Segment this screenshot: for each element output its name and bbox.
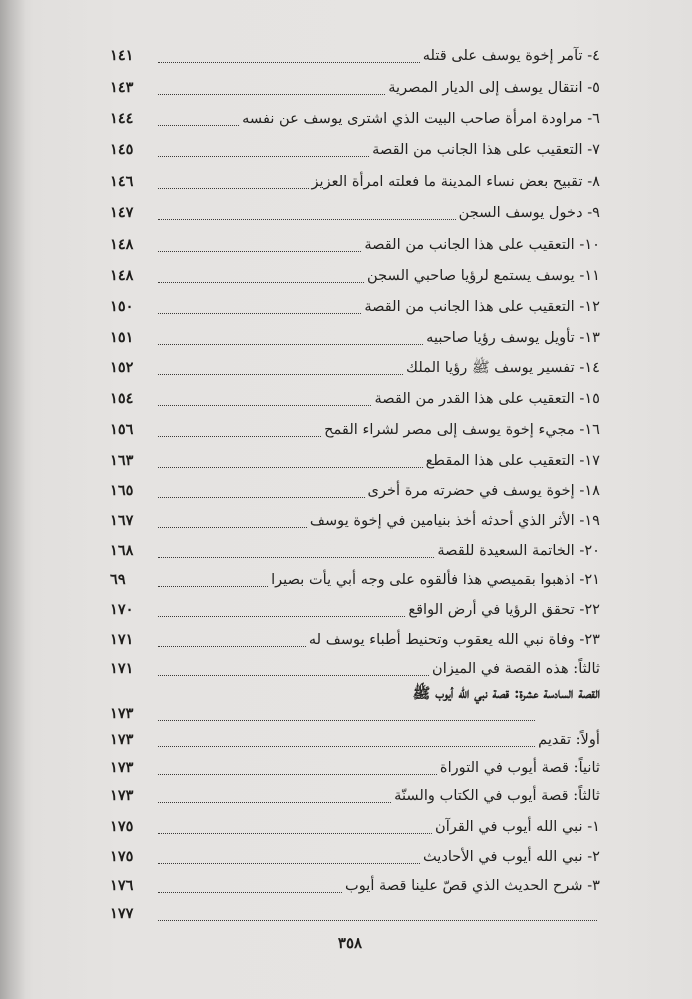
toc-entry bbox=[110, 74, 600, 98]
toc-entry bbox=[110, 262, 600, 286]
entry-title: ٨- تقبيح بعض نساء المدينة ما فعلته امرأة العزيز bbox=[311, 173, 600, 190]
entry-title: ١٤- تفسير يوسف ﷺ رؤيا الملك bbox=[406, 359, 600, 376]
entry-page: ١٥٤ bbox=[110, 390, 134, 407]
dot-leader bbox=[158, 461, 423, 468]
dot-leader bbox=[158, 857, 420, 864]
toc-entry bbox=[110, 168, 600, 192]
dot-leader bbox=[158, 914, 597, 921]
entry-page: ١٤١ bbox=[110, 47, 134, 64]
entry-page: ١٧٥ bbox=[110, 848, 134, 865]
entry-page: ١٦٨ bbox=[110, 542, 134, 559]
dot-leader bbox=[158, 182, 309, 189]
toc-entry bbox=[110, 136, 600, 160]
entry-page: ١٤٥ bbox=[110, 141, 134, 158]
toc-entry bbox=[110, 324, 600, 348]
dot-leader bbox=[158, 640, 306, 647]
entry-title: ٥- انتقال يوسف إلى الديار المصرية bbox=[388, 79, 600, 96]
toc-entry bbox=[110, 726, 600, 750]
toc-entry bbox=[110, 782, 600, 806]
page-number: ٣٥٨ bbox=[337, 934, 363, 952]
entry-title: ٤- تآمر إخوة يوسف على قتله bbox=[422, 47, 600, 64]
dot-leader bbox=[158, 491, 365, 498]
dot-leader bbox=[158, 768, 437, 775]
toc-entry bbox=[110, 293, 600, 317]
entry-page: ١٤٨ bbox=[110, 267, 134, 284]
entry-page: ١٤٦ bbox=[110, 173, 134, 190]
entry-title: ١٣- تأويل يوسف رؤيا صاحبيه bbox=[426, 329, 600, 346]
toc-entry bbox=[110, 416, 600, 440]
entry-page: ١٥٢ bbox=[110, 359, 134, 376]
entry-title: ٢٢- تحقق الرؤيا في أرض الواقع bbox=[408, 601, 600, 618]
entry-page: ١٧٣ bbox=[110, 731, 134, 748]
dot-leader bbox=[158, 610, 405, 617]
toc-entry bbox=[110, 507, 600, 531]
dot-leader bbox=[158, 276, 364, 283]
entry-title: ١- نبي الله أيوب في القرآن bbox=[435, 818, 600, 835]
story-heading: القصة السادسة عشرة: قصة نبي الله أيوب ﷺ bbox=[412, 685, 600, 702]
entry-title: ١٠- التعقيب على هذا الجانب من القصة bbox=[364, 236, 600, 253]
toc-entry bbox=[110, 843, 600, 867]
toc-entry bbox=[110, 900, 600, 924]
entry-title: ١٨- إخوة يوسف في حضرته مرة أخرى bbox=[367, 482, 600, 499]
dot-leader bbox=[158, 88, 385, 95]
entry-title: ١٦- مجيء إخوة يوسف إلى مصر لشراء القمح bbox=[324, 421, 600, 438]
entry-page: ١٤٧ bbox=[110, 204, 134, 221]
entry-title: ١١- يوسف يستمع لرؤيا صاحبي السجن bbox=[367, 267, 600, 284]
entry-title: ٦- مراودة امرأة صاحب البيت الذي اشترى يوسف عن نفسه bbox=[242, 110, 600, 127]
entry-page: ١٧٧ bbox=[110, 905, 134, 922]
entry-page: ١٤٨ bbox=[110, 236, 134, 253]
toc-entry bbox=[110, 231, 600, 255]
entry-page: ١٥٠ bbox=[110, 298, 134, 315]
entry-title: ١٥- التعقيب على هذا القدر من القصة bbox=[374, 390, 600, 407]
entry-title: ٩- دخول يوسف السجن bbox=[458, 204, 600, 221]
entry-title: ثانياً: قصة أيوب في التوراة bbox=[439, 759, 600, 776]
dot-leader bbox=[158, 580, 268, 587]
entry-page: ١٧١ bbox=[110, 660, 134, 677]
toc-entry bbox=[110, 566, 600, 590]
dot-leader bbox=[158, 399, 371, 406]
dot-leader bbox=[158, 714, 535, 721]
entry-page: ١٤٣ bbox=[110, 79, 134, 96]
entry-page: ١٦٥ bbox=[110, 482, 134, 499]
entry-page: ١٧٠ bbox=[110, 601, 134, 618]
entry-title: ثالثاً: قصة أيوب في الكتاب والسنّة bbox=[394, 787, 600, 804]
toc-entry bbox=[110, 596, 600, 620]
entry-title: ٢- نبي الله أيوب في الأحاديث bbox=[422, 848, 600, 865]
entry-page: ١٤٤ bbox=[110, 110, 134, 127]
toc-entry bbox=[110, 477, 600, 501]
toc-entry bbox=[110, 42, 600, 66]
dot-leader bbox=[158, 886, 342, 893]
entry-page: ١٧٣ bbox=[110, 787, 134, 804]
dot-leader bbox=[158, 551, 434, 558]
entry-title: ١٩- الأثر الذي أحدثه أخذ بنيامين في إخوة يوسف bbox=[309, 512, 600, 529]
toc-entry bbox=[110, 447, 600, 471]
entry-title: ٣- شرح الحديث الذي قصّ علينا قصة أيوب bbox=[344, 877, 600, 894]
toc-entry bbox=[110, 700, 600, 724]
entry-page: ١٥١ bbox=[110, 329, 134, 346]
entry-page: ١٥٦ bbox=[110, 421, 134, 438]
entry-title: أولاً: تقديم bbox=[538, 731, 600, 748]
toc-entry bbox=[110, 754, 600, 778]
toc-entry bbox=[110, 813, 600, 837]
entry-page: ١٧٦ bbox=[110, 877, 134, 894]
dot-leader bbox=[158, 368, 403, 375]
dot-leader bbox=[158, 796, 391, 803]
toc-entry bbox=[110, 537, 600, 561]
toc-entry bbox=[110, 385, 600, 409]
dot-leader bbox=[158, 740, 535, 747]
entry-page: ١٧١ bbox=[110, 631, 134, 648]
dot-leader bbox=[158, 56, 420, 63]
dot-leader bbox=[158, 827, 432, 834]
entry-page: ١٧٣ bbox=[110, 759, 134, 776]
entry-title: ٧- التعقيب على هذا الجانب من القصة bbox=[372, 141, 600, 158]
dot-leader bbox=[158, 213, 456, 220]
entry-title: ثالثاً: هذه القصة في الميزان bbox=[432, 660, 600, 677]
entry-page: ١٧٥ bbox=[110, 818, 134, 835]
entry-title: ٢٠- الخاتمة السعيدة للقصة bbox=[437, 542, 600, 559]
toc-entry bbox=[110, 872, 600, 896]
entry-page: ١٦٧ bbox=[110, 512, 134, 529]
entry-page: ١٧٣ bbox=[110, 705, 134, 722]
dot-leader bbox=[158, 430, 321, 437]
dot-leader bbox=[158, 669, 429, 676]
toc-entry bbox=[110, 105, 600, 129]
dot-leader bbox=[158, 521, 307, 528]
entry-title: ١٧- التعقيب على هذا المقطع bbox=[425, 452, 600, 469]
dot-leader bbox=[158, 307, 361, 314]
toc-entry bbox=[110, 199, 600, 223]
dot-leader bbox=[158, 338, 423, 345]
entry-title: ١٢- التعقيب على هذا الجانب من القصة bbox=[364, 298, 600, 315]
dot-leader bbox=[158, 245, 361, 252]
toc-entry bbox=[110, 354, 600, 378]
entry-page: ١٦٣ bbox=[110, 452, 134, 469]
entry-title: ٢١- اذهبوا بقميصي هذا فألقوه على وجه أبي يأت بصيرا bbox=[271, 571, 600, 588]
dot-leader bbox=[158, 150, 369, 157]
toc-entry bbox=[110, 626, 600, 650]
entry-page: ٦٩ bbox=[110, 571, 126, 588]
entry-title: ٢٣- وفاة نبي الله يعقوب وتحنيط أطباء يوسف له bbox=[308, 631, 600, 648]
dot-leader bbox=[158, 119, 239, 126]
toc-entry bbox=[110, 655, 600, 679]
